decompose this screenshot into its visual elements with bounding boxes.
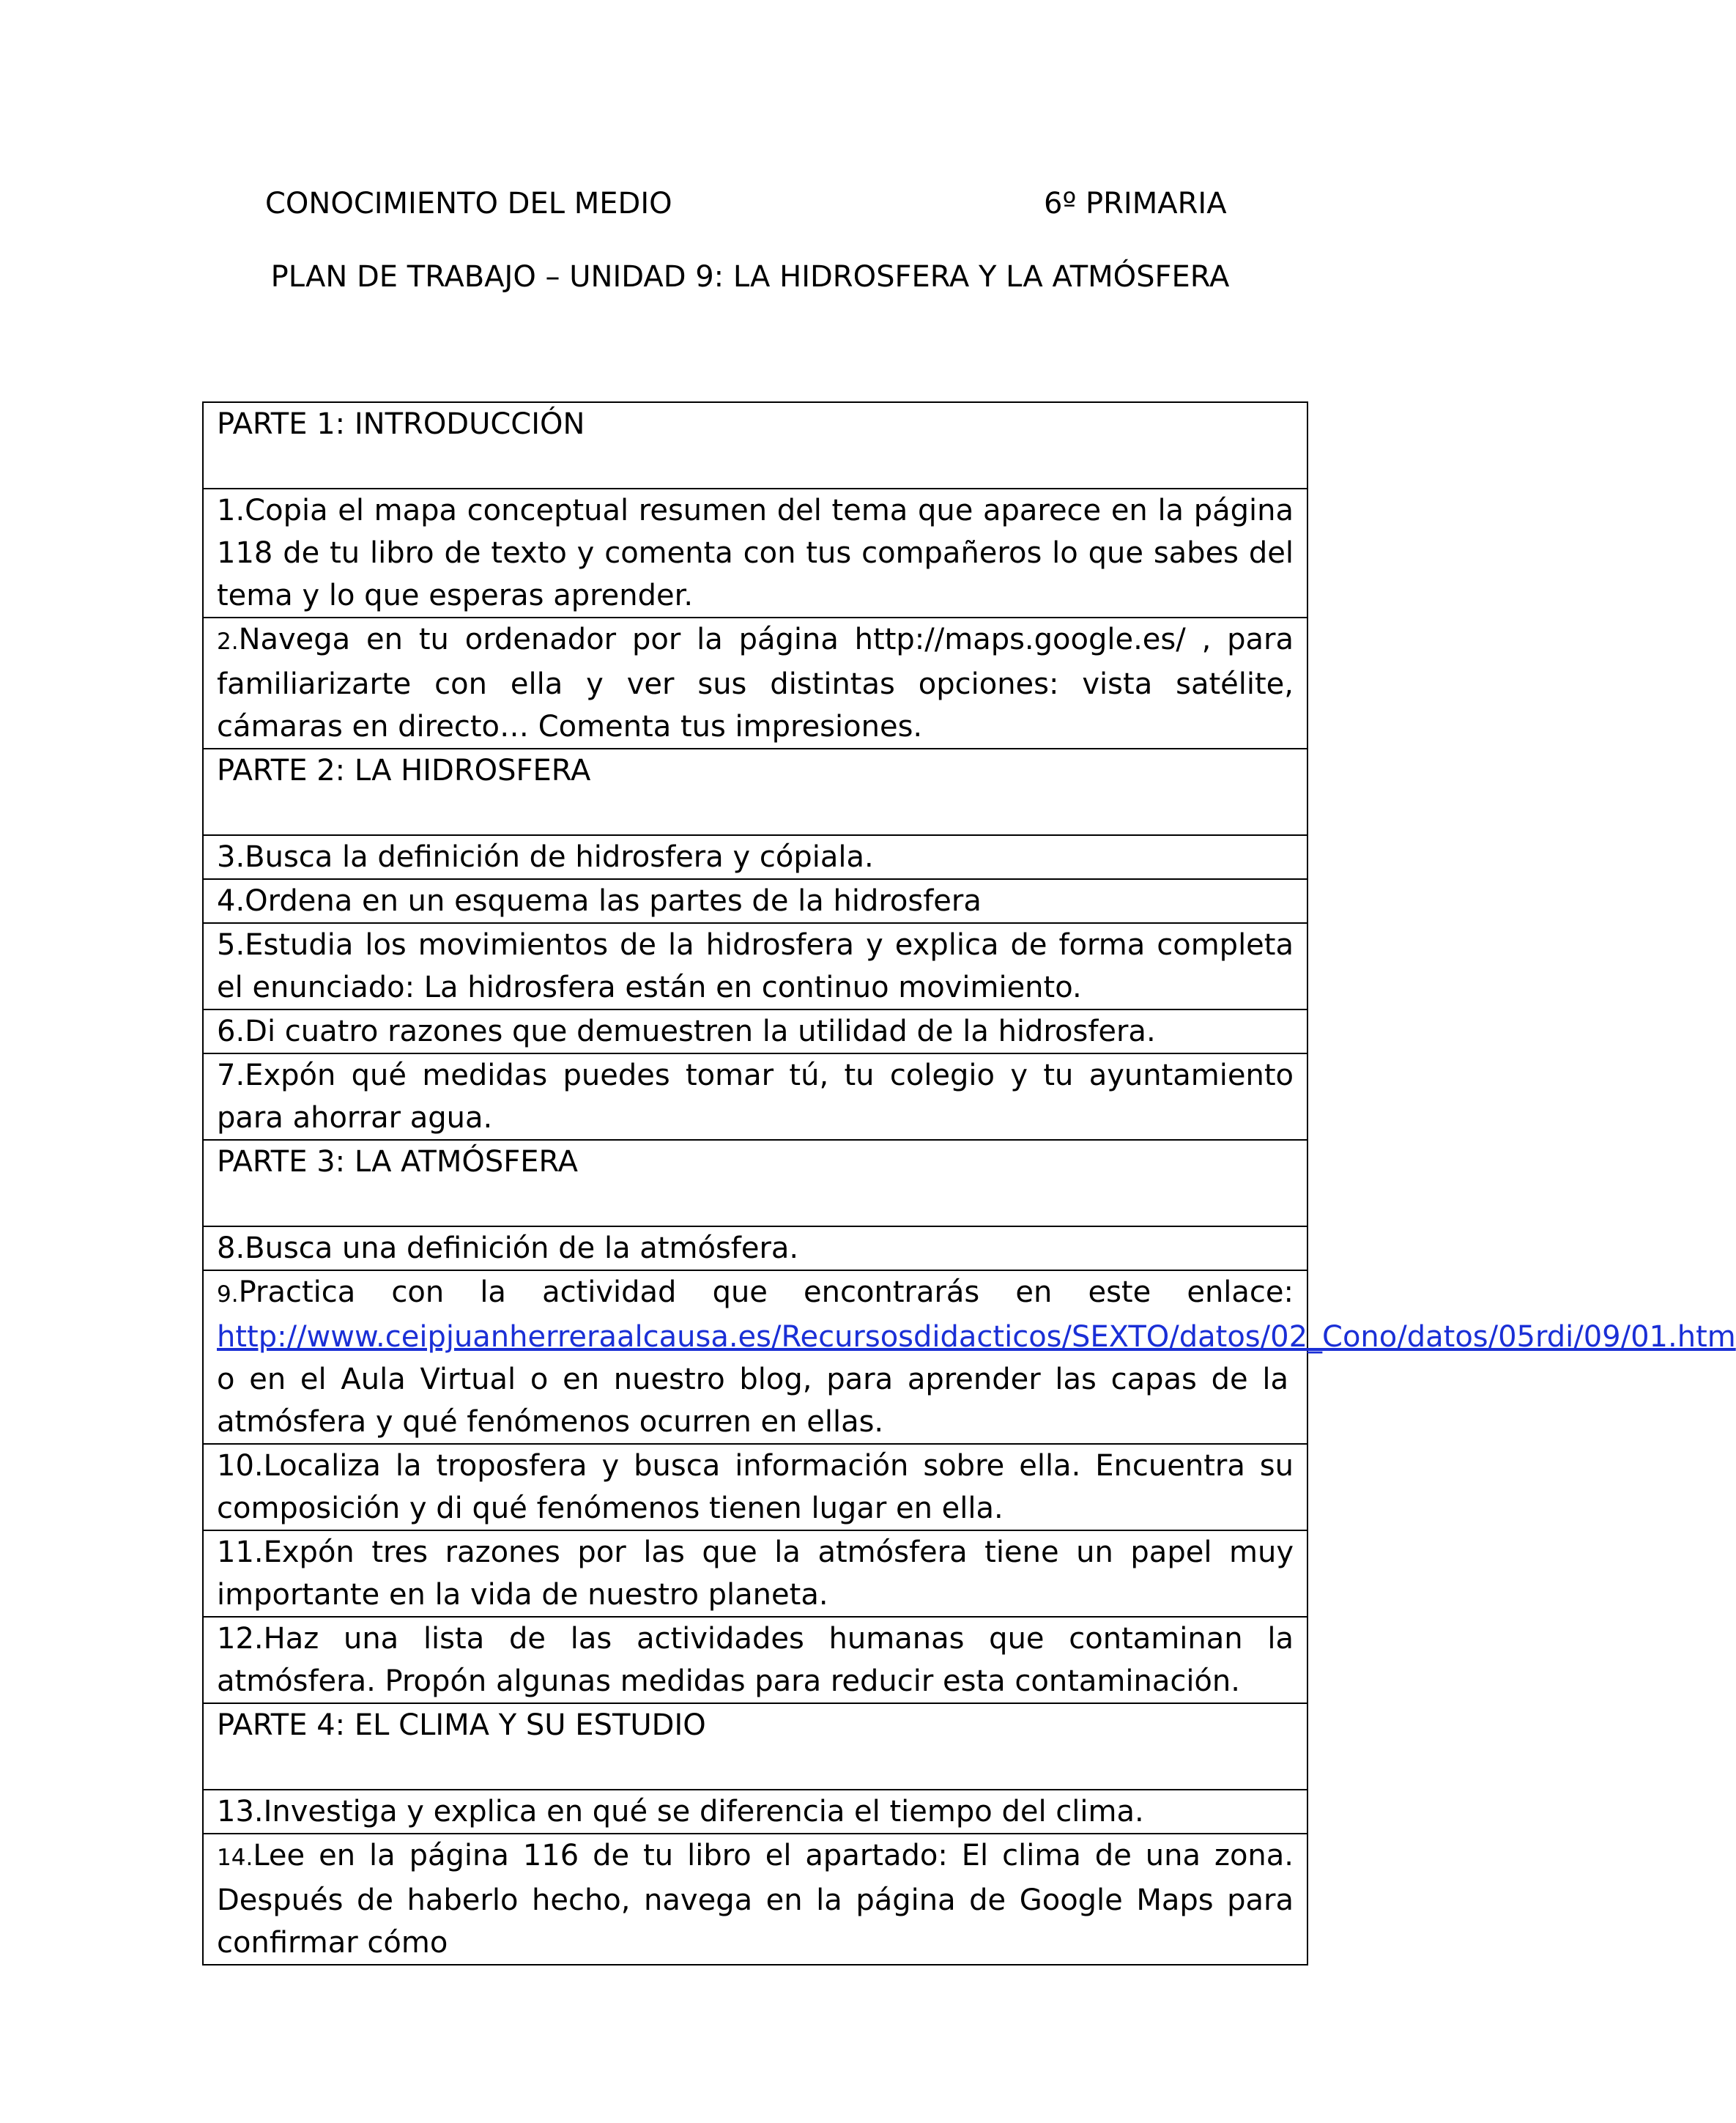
table-row: [203, 749, 1307, 835]
task-number: 9.: [217, 1281, 239, 1308]
task-2-text: Navega en tu ordenador por la página http://maps.google.es/ , para familiarizarte con ella y ver sus distintas opciones: vista satélite, cámaras en directo… Comenta tus impresiones.: [217, 623, 1294, 744]
task-6: 6.Di cuatro razones que demuestren la utilidad de la hidrosfera.: [203, 1009, 1307, 1053]
task-5: 5.Estudia los movimientos de la hidrosfera y explica de forma completa el enunciado: La hidrosfera están en continuo movimiento.: [203, 923, 1307, 1009]
subject-label: CONOCIMIENTO DEL MEDIO: [265, 187, 672, 221]
part-1-heading: PARTE 1: INTRODUCCIÓN: [203, 402, 1307, 489]
task-number: 2.: [217, 629, 239, 655]
plan-title: PLAN DE TRABAJO – UNIDAD 9: LA HIDROSFERA Y LA ATMÓSFERA: [270, 260, 1230, 294]
task-4: 4.Ordena en un esquema las partes de la hidrosfera: [203, 879, 1307, 923]
task-9-rest: o en el Aula Virtual o en nuestro blog, para aprender las capas de la atmósfera y qué fenómenos ocurren en ellas.: [217, 1363, 1288, 1439]
task-7: 7.Expón qué medidas puedes tomar tú, tu colegio y tu ayuntamiento para ahorrar agua.: [203, 1053, 1307, 1140]
task-14-text: Lee en la página 116 de tu libro el apartado: El clima de una zona. Después de haberlo hecho, navega en la página de Google Maps para confirmar cómo: [217, 1839, 1294, 1960]
table-row: [203, 1444, 1307, 1530]
table-row: [203, 835, 1307, 879]
task-number: 14.: [217, 1845, 253, 1871]
table-row: [203, 923, 1307, 1009]
table-row: [203, 1140, 1307, 1226]
task-3: 3.Busca la definición de hidrosfera y cópiala.: [203, 835, 1307, 879]
task-12: 12.Haz una lista de las actividades humanas que contaminan la atmósfera. Propón algunas medidas para reducir esta contaminación.: [203, 1617, 1307, 1703]
part-2-heading: PARTE 2: LA HIDROSFERA: [203, 749, 1307, 835]
table-row: [203, 1530, 1307, 1617]
table-row: [203, 1053, 1307, 1140]
grade-label: 6º PRIMARIA: [1044, 187, 1227, 221]
task-10: 10.Localiza la troposfera y busca información sobre ella. Encuentra su composición y di qué fenómenos tienen lugar en ella.: [203, 1444, 1307, 1530]
part-3-heading: PARTE 3: LA ATMÓSFERA: [203, 1140, 1307, 1226]
task-1: 1.Copia el mapa conceptual resumen del tema que aparece en la página 118 de tu libro de texto y comenta con tus compañeros lo que sabes del tema y lo que esperas aprender.: [203, 489, 1307, 618]
table-row: [203, 1703, 1307, 1790]
task-11: 11.Expón tres razones por las que la atmósfera tiene un papel muy importante en la vida de nuestro planeta.: [203, 1530, 1307, 1617]
table-row: [203, 879, 1307, 923]
table-row: [203, 618, 1307, 749]
table-row: [203, 1226, 1307, 1270]
table-row: [203, 1834, 1307, 1965]
task-13: 13.Investiga y explica en qué se diferencia el tiempo del clima.: [203, 1790, 1307, 1834]
table-row: [203, 402, 1307, 489]
task-8: 8.Busca una definición de la atmósfera.: [203, 1226, 1307, 1270]
work-plan-table: [202, 401, 1736, 1965]
atmosphere-activity-link[interactable]: http://www.ceipjuanherreraalcausa.es/Recursosdidacticos/SEXTO/datos/02_Cono/datos/05rdi/09/01.htm: [217, 1320, 1736, 1354]
task-9: [203, 1270, 1736, 1444]
table-row: [203, 1270, 1307, 1444]
table-row: [203, 1009, 1307, 1053]
table-row: [203, 1790, 1307, 1834]
task-9-text: Practica con la actividad que encontrarás en este enlace:: [238, 1275, 1294, 1309]
task-2: [203, 618, 1307, 749]
part-4-heading: PARTE 4: EL CLIMA Y SU ESTUDIO: [203, 1703, 1307, 1790]
document-header: [0, 183, 1500, 224]
table-row: [203, 489, 1307, 618]
task-14: [203, 1834, 1307, 1965]
table-row: [203, 1617, 1307, 1703]
